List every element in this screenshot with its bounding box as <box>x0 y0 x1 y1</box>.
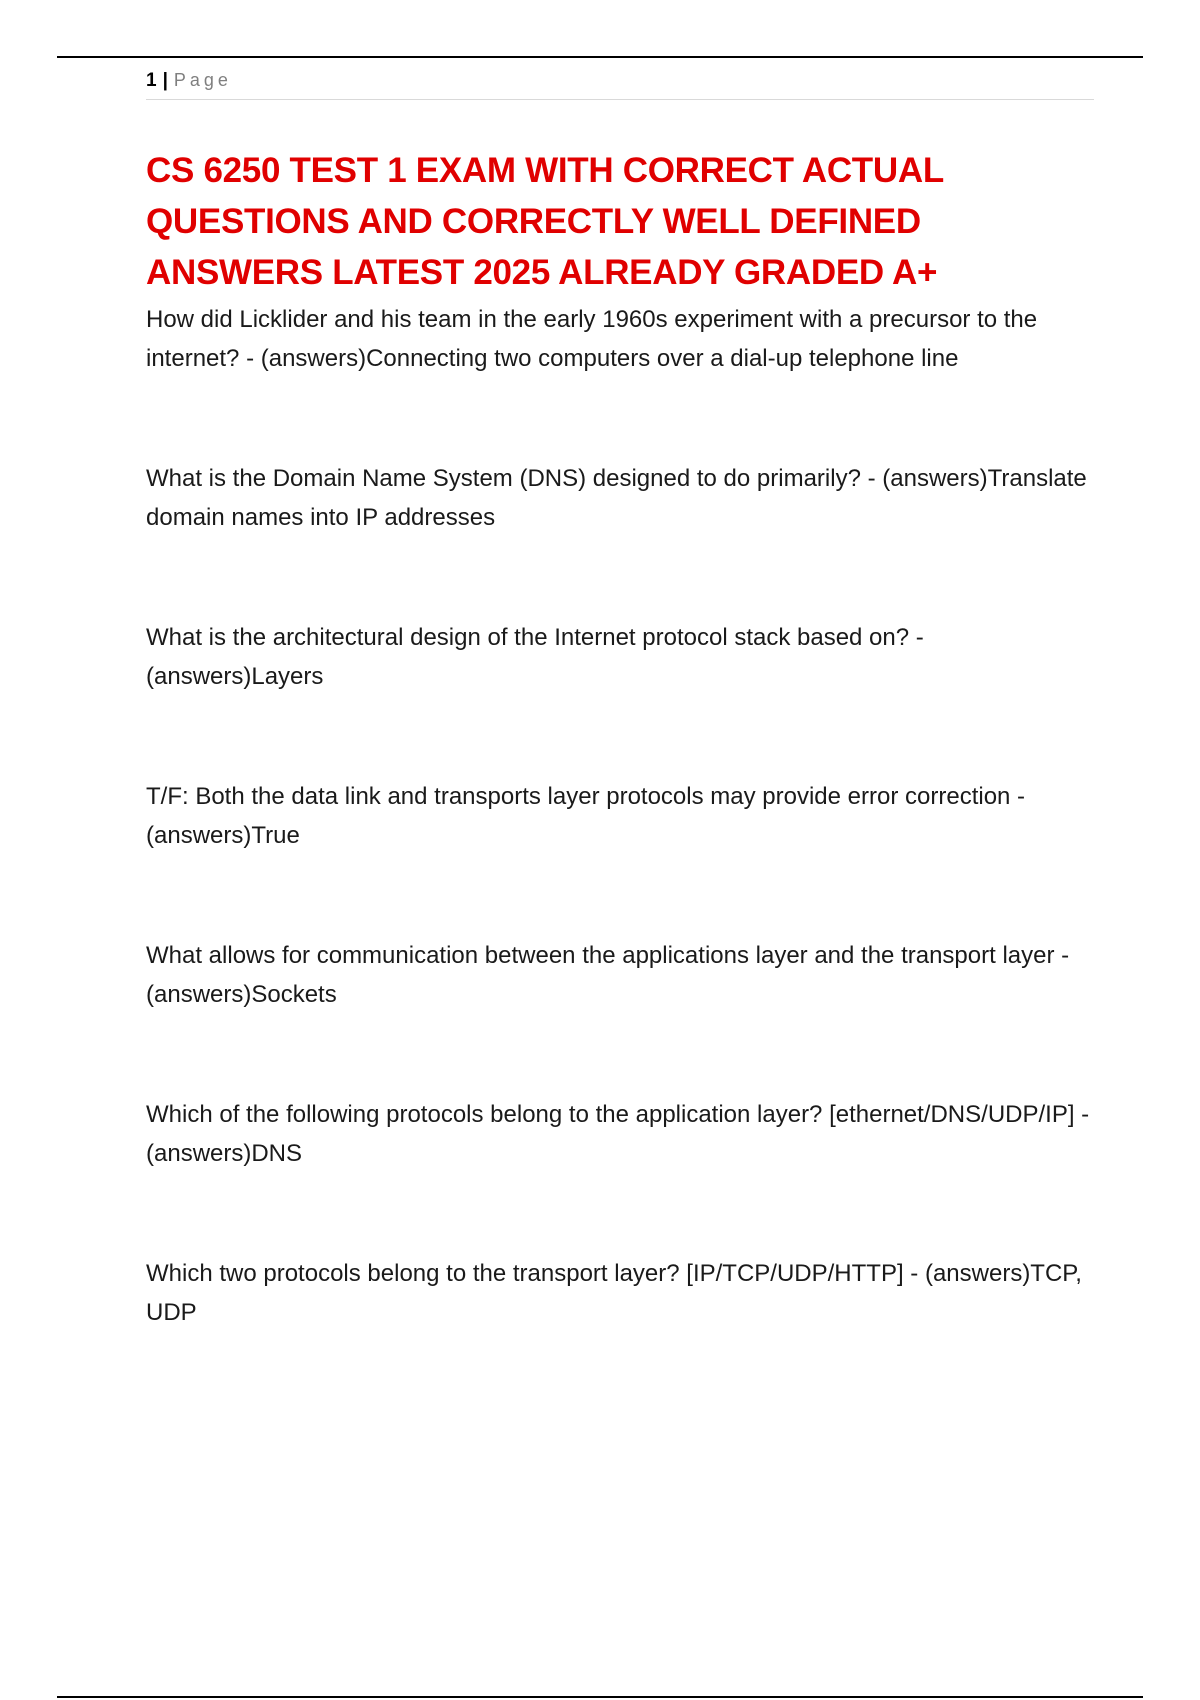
qa-item: What allows for communication between the applications layer and the transport layer - (answers)Sockets <box>146 942 1070 1008</box>
qa-item: Which of the following protocols belong to the application layer? [ethernet/DNS/UDP/IP] - (answers)DNS <box>146 1101 1090 1167</box>
qa-item: What is the architectural design of the Internet protocol stack based on? - (answers)Layers <box>146 624 924 690</box>
qa-list <box>146 300 1094 1332</box>
page-label: Page <box>173 70 232 90</box>
page-header <box>146 64 1094 100</box>
page-content <box>146 64 1094 1413</box>
top-rule <box>57 56 1143 58</box>
qa-item: T/F: Both the data link and transports layer protocols may provide error correction - (answers)True <box>146 783 1026 849</box>
qa-item: Which two protocols belong to the transport layer? [IP/TCP/UDP/HTTP] - (answers)TCP, UDP <box>146 1260 1082 1326</box>
document-title: CS 6250 TEST 1 EXAM WITH CORRECT ACTUAL QUESTIONS AND CORRECTLY WELL DEFINED ANSWERS LATEST 2025 ALREADY GRADED A+ <box>146 151 944 292</box>
bottom-rule <box>57 1696 1143 1698</box>
page-number: 1 <box>146 70 157 91</box>
qa-item: How did Licklider and his team in the early 1960s experiment with a precursor to the internet? - (answers)Connecting two computers over a dial-up telephone line <box>146 306 1038 372</box>
qa-item: What is the Domain Name System (DNS) designed to do primarily? - (answers)Translate domain names into IP addresses <box>146 465 1087 531</box>
page-separator: | <box>162 70 168 91</box>
